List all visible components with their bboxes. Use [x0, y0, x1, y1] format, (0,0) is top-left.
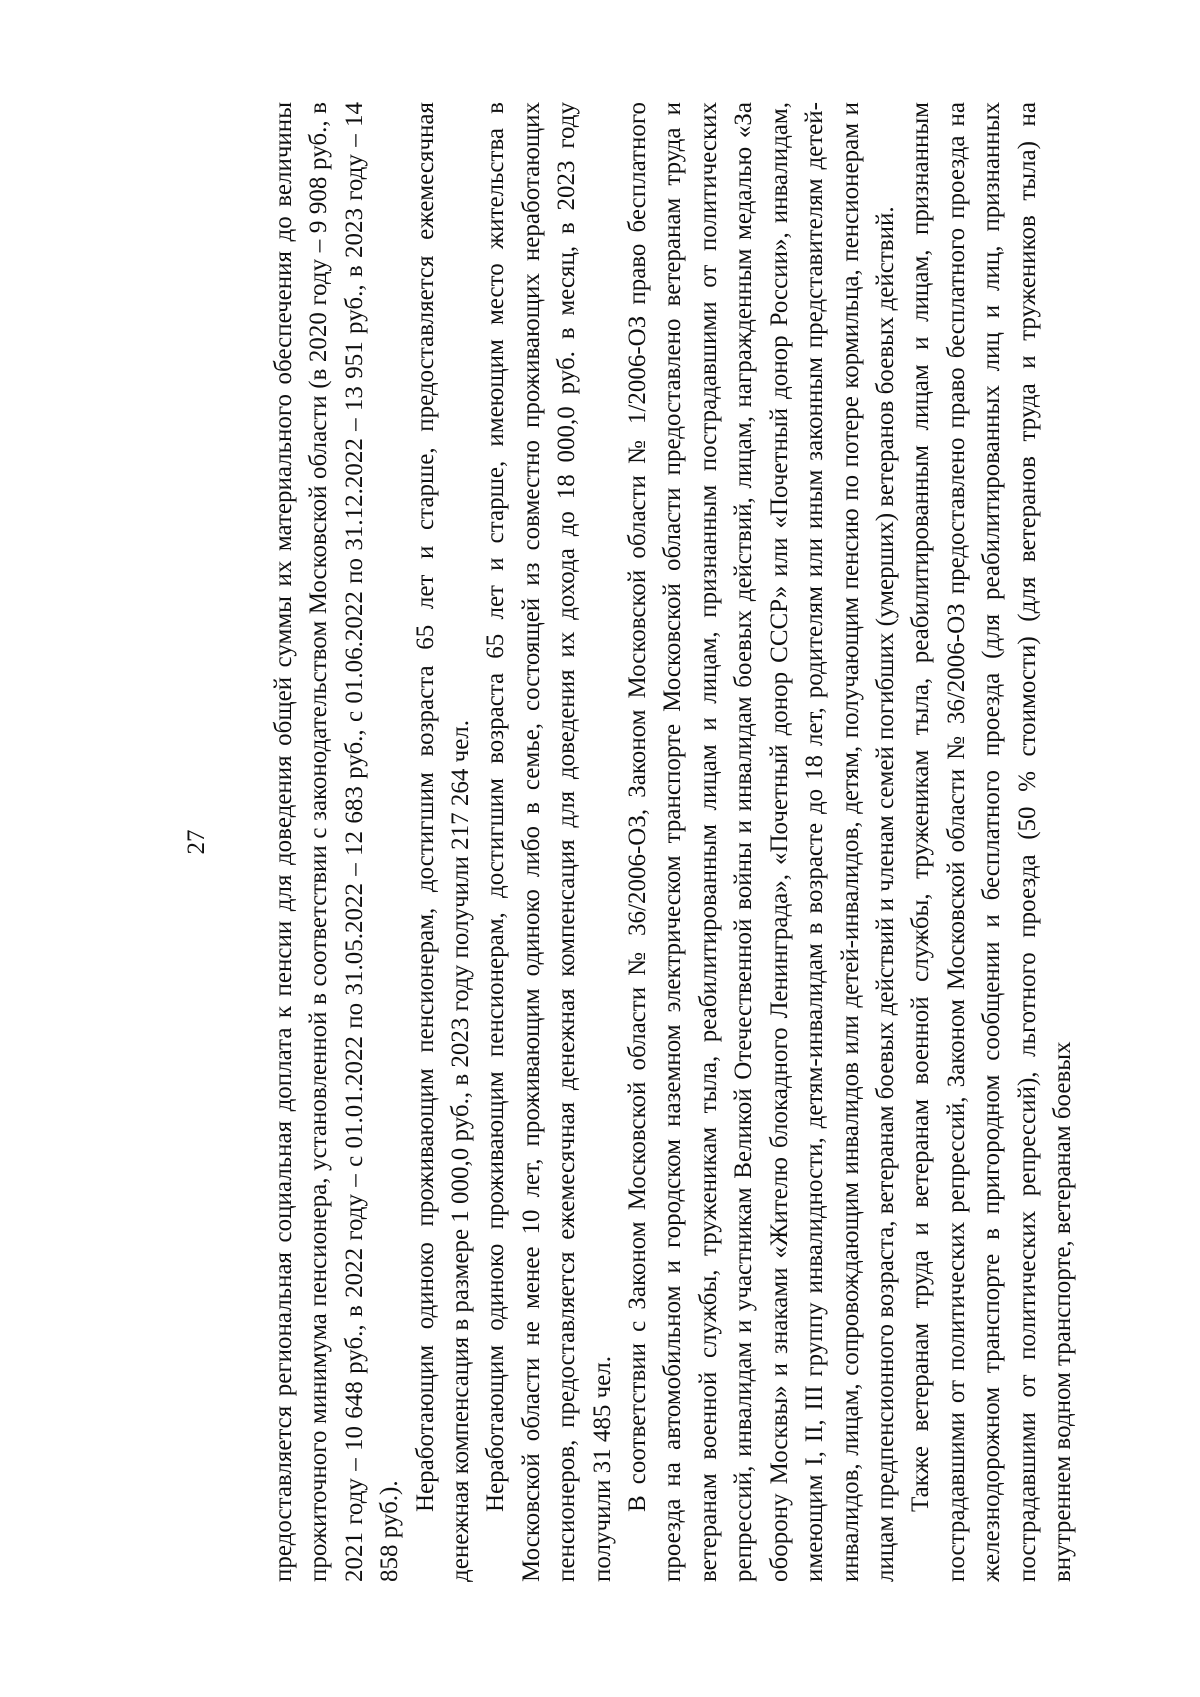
- rotated-text-frame: [180, 102, 1076, 1582]
- paragraph-continued: предоставляется региональная социальная доплата к пенсии для доведения общей суммы их материального обеспечения до величины прожиточного минимума пенсионера, установленной в соответствии с законодательством Московской области (в 2020 году – 9 908 руб., в 2021 году – 10 648 руб., в 2022 году – с 01.01.2022 по 31.05.2022 – 12 683 руб., с 01.06.2022 по 31.12.2022 – 13 951 руб., в 2023 году – 14 858 руб.).: [270, 102, 404, 1582]
- paragraph: В соответствии с Законом Московской области № 36/2006-ОЗ, Законом Московской области № 1/2006-ОЗ право бесплатного проезда на автомобильном и городском наземном электрическом транспорте Московской области предоставлено ветеранам труда и ветеранам военной службы, труженикам тыла, реабилитированным лицам и лицам, признанным пострадавшими от политических репрессий, инвалидам и участникам Великой Отечественной войны и инвалидам боевых действий, лицам, награжденным медалью «За оборону Москвы» и знаками «Жителю блокадного Ленинграда», «Почетный донор СССР» или «Почетный донор России», инвалидам, имеющим I, II, III группу инвалидности, детям-инвалидам в возрасте до 18 лет, родителям или иным законным представителям детей-инвалидов, лицам, сопровождающим инвалидов или детей-инвалидов, детям, получающим пенсию по потере кормильца, пенсионерам и лицам предпенсионного возраста, ветеранам боевых действий и членам семей погибших (умерших) ветеранов боевых действий.: [624, 102, 899, 1582]
- paragraph: Неработающим одиноко проживающим пенсионерам, достигшим возраста 65 лет и старше, предоставляется ежемесячная денежная компенсация в размере 1 000,0 руб., в 2023 году получили 217 264 чел.: [411, 102, 475, 1582]
- body-text: [266, 102, 1080, 1582]
- page-number: 27: [183, 829, 210, 855]
- paragraph: Также ветеранам труда и ветеранам военной службы, труженикам тыла, реабилитированным лицам и лицам, признанным пострадавшими от политических репрессий, Законом Московской области № 36/2006-ОЗ предоставлено право бесплатного проезда на железнодорожном транспорте в пригородном сообщении и бесплатного проезда (для реабилитированных лиц и лиц, признанных пострадавшими от политических репрессий), льготного проезда (50 % стоимости) (для ветеранов труда и тружеников тыла) на внутреннем водном транспорте, ветеранам боевых: [907, 102, 1076, 1582]
- paragraph: Неработающим одиноко проживающим пенсионерам, достигшим возраста 65 лет и старше, имеющим место жительства в Московской области не менее 10 лет, проживающим одиноко либо в семье, состоящей из совместно проживающих неработающих пенсионеров, предоставляется ежемесячная денежная компенсация для доведения их дохода до 18 000,0 руб. в месяц, в 2023 году получили 31 485 чел.: [482, 102, 616, 1582]
- page-content: [180, 102, 1076, 1582]
